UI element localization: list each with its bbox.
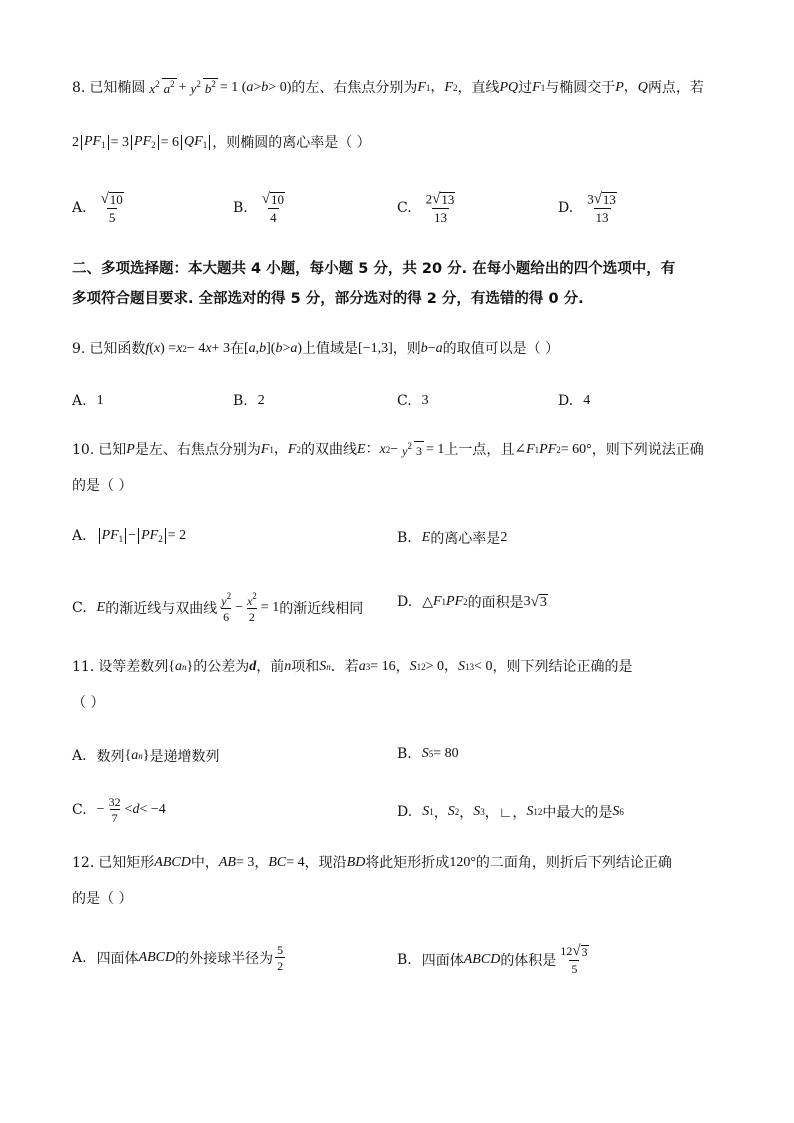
- q8-text: 与椭圆交于: [545, 80, 616, 96]
- q11-text: ，则下列结论正确的是: [492, 659, 633, 675]
- fraction: √ 10 5: [100, 191, 123, 226]
- q8-number: 8.: [72, 80, 86, 96]
- q9-text: ，则: [392, 341, 421, 357]
- option-text: 的渐近线相同: [279, 600, 364, 617]
- q10-option-d[interactable]: D. △ F 1 PF 2 的面积是 3 √ 3: [397, 594, 547, 611]
- option-value: 1: [96, 393, 104, 408]
- option-text: 的面积是: [467, 595, 524, 611]
- option-letter: A.: [72, 393, 87, 409]
- option-letter: A.: [72, 528, 87, 544]
- section-heading-line2: 多项符合题目要求. 全部选对的得 5 分，部分选对的得 2 分，有选错的得 0 分.: [72, 291, 584, 307]
- fraction: $y^2$ $b^2$: [190, 79, 216, 96]
- q11-option-d[interactable]: D. S 1 ， S 2 ， S 3 ，∟， S 12 中最大的是 S 6: [397, 804, 624, 821]
- q8-text: 两点，若: [647, 80, 704, 96]
- option-letter: A.: [72, 748, 87, 764]
- q12-text: 的二面角，则折后下列结论正确: [475, 855, 672, 871]
- option-value: 2: [500, 530, 508, 545]
- q12-line2: 的是（ ）: [72, 891, 133, 907]
- coefficient: 2: [425, 191, 433, 207]
- q8-text: ，直线: [457, 80, 500, 96]
- q11-text: 的公差为: [193, 659, 250, 675]
- fraction: 3 √ 13 13: [587, 191, 616, 226]
- q11-text: 设等差数列: [98, 659, 169, 675]
- q8-option-d[interactable]: [558, 192, 621, 224]
- option-letter: D.: [397, 804, 413, 820]
- q9-option-c[interactable]: [397, 393, 429, 409]
- q9-number: 9.: [72, 341, 86, 357]
- radicand: 10: [270, 192, 284, 207]
- q12-text: 已知矩形: [98, 855, 155, 871]
- option-letter: D.: [558, 393, 574, 409]
- option-letter: C.: [397, 393, 412, 409]
- radicand: 13: [441, 192, 455, 207]
- option-letter: B.: [397, 951, 412, 968]
- q11-option-b[interactable]: B. S 5 = 80: [397, 746, 459, 762]
- q12-number: 12.: [72, 855, 95, 871]
- q12-text: 将此矩形折成: [365, 855, 450, 871]
- q8-option-b[interactable]: [233, 192, 289, 224]
- denominator: 4: [270, 210, 277, 226]
- q8-text: ，则椭圆的离心率是（ ）: [212, 134, 371, 151]
- fraction: $\frac{5}{2}$: [277, 943, 284, 973]
- q11-number: 11.: [72, 659, 95, 675]
- option-letter: D.: [558, 200, 574, 217]
- q11-option-c[interactable]: C. − $\frac{32}{7}$ < d < −4: [72, 795, 166, 825]
- q12-text: ，现沿: [304, 855, 347, 871]
- q12-text: ，: [254, 855, 269, 871]
- q10-option-a[interactable]: A. $PF_1$ − $PF_2$ = 2: [72, 528, 187, 544]
- option-text: 四面体: [96, 951, 139, 967]
- q9-option-d[interactable]: [558, 393, 590, 409]
- option-text: 的离心率是: [430, 531, 501, 547]
- q8-line1: 8. 已知椭圆 $x^2$ $a^2$ + $y^2$ $b^2$ = 1 ( a > b > 0) 的左、右焦点分别为 F 1 ， F 2 ，直线 PQ 过 F 1 与椭圆交于 P ， Q 两点，若: [72, 79, 704, 96]
- q10-number: 10.: [72, 442, 95, 458]
- section-heading-line1: 二、多项选择题：本大题共 4 小题，每小题 5 分，共 20 分. 在每小题给出的四个选项中，有: [72, 261, 676, 277]
- q10-text: ，则下列说法正确: [591, 442, 704, 458]
- q10-line1: 10. 已知 P 是左、右焦点分别为 F 1 ， F 2 的双曲线 E ： x 2 − $y^2$ 3 = 1 上一点，且 ∠ F 1 PF 2 = 60° ，则下列说法正确: [72, 441, 704, 458]
- q11-text: ．若: [330, 659, 359, 675]
- fraction: $\frac{x^2}{2}$: [246, 591, 257, 624]
- q10-option-c[interactable]: C. E 的渐近线与双曲线 $\frac{y^2}{6}$ − $\frac{x^2}{2}$ = 1 的渐近线相同: [72, 591, 364, 624]
- q9-text: 的取值可以是（ ）: [442, 341, 560, 357]
- option-value: 4: [583, 393, 591, 408]
- fraction: 2 √ 13 13: [425, 191, 455, 226]
- q8-text: 过: [518, 80, 533, 96]
- option-letter: C.: [72, 802, 87, 818]
- q12-option-a[interactable]: A. 四面体 ABCD 的外接球半径为 $\frac{5}{2}$: [72, 943, 284, 973]
- option-letter: A.: [72, 200, 87, 217]
- fraction: $y^2$ 3: [402, 441, 422, 458]
- q12-text: 中，: [190, 855, 219, 871]
- q10-text: 上一点，且: [444, 442, 515, 458]
- fraction: √ 10 4: [261, 191, 284, 226]
- option-text: 四面体: [421, 952, 464, 969]
- option-value: 3: [421, 393, 429, 408]
- radicand: 13: [602, 192, 616, 207]
- option-letter: C.: [72, 599, 87, 616]
- option-letter: B.: [397, 530, 412, 546]
- option-text: 的外接球半径为: [175, 951, 274, 967]
- q10-text: 是左、右焦点分别为: [134, 442, 261, 458]
- fraction: $\frac{y^2}{6}$: [221, 591, 232, 624]
- q9-text: 已知函数: [89, 341, 146, 357]
- option-text: 数列: [96, 749, 125, 765]
- option-letter: B.: [233, 393, 248, 409]
- fraction: $x^2$ $a^2$: [149, 79, 175, 96]
- q12-option-b[interactable]: B. 四面体 ABCD 的体积是 12 √ 3 5: [397, 944, 593, 975]
- q10-option-b[interactable]: B. E 的离心率是 2: [397, 530, 508, 547]
- q8-line2: 2 $PF_1$ = 3 $PF_2$ = 6 $QF_1$ ，则椭圆的离心率是（ ）: [72, 134, 371, 151]
- option-text: 的渐近线与双曲线: [105, 600, 218, 617]
- option-letter: B.: [397, 746, 412, 762]
- fraction: 12 √ 3 5: [560, 943, 588, 976]
- coefficient: 3: [587, 191, 594, 207]
- denominator: 13: [434, 210, 448, 226]
- option-letter: D.: [397, 594, 413, 610]
- q11-text: ，前: [256, 659, 285, 675]
- q8-option-c[interactable]: [397, 192, 459, 224]
- q9-text: 上值域是: [302, 341, 359, 357]
- option-letter: A.: [72, 950, 87, 966]
- fraction: $\frac{32}{7}$: [108, 795, 121, 825]
- q8-option-a[interactable]: [72, 192, 128, 224]
- q9-option-a[interactable]: [72, 393, 104, 409]
- denominator: 13: [595, 210, 609, 226]
- radicand: 10: [109, 192, 123, 207]
- option-text: 中最大的是: [542, 805, 613, 821]
- option-text: 的体积是: [500, 952, 557, 969]
- option-value: 2: [257, 393, 265, 408]
- q9-text: 在: [229, 341, 244, 357]
- option-text: 是递增数列: [149, 749, 220, 765]
- q11-option-a[interactable]: A. 数列 { a n } 是递增数列: [72, 748, 220, 765]
- option-letter: B.: [233, 200, 248, 217]
- q8-text: 已知椭圆: [89, 80, 146, 96]
- q10-text: 的双曲线: [300, 442, 357, 458]
- q11-text: ，: [395, 659, 410, 675]
- q11-text: 项和: [291, 659, 320, 675]
- q9-line1: 9. 已知函数 f ( x ) = x 2 − 4 x + 3 在 [ a , b ]( b > a ) 上值域是 [−1,3] ，则 b − a 的取值可以是（ ）: [72, 341, 560, 357]
- q8-text: 的左、右焦点分别为: [291, 80, 418, 96]
- option-letter: C.: [397, 200, 412, 217]
- denominator: 5: [108, 210, 116, 226]
- q12-line1: 12. 已知矩形 ABCD 中， AB = 3 ， BC = 4 ，现沿 BD 将此矩形折成 120° 的二面角，则折后下列结论正确: [72, 855, 672, 871]
- q9-option-b[interactable]: [233, 393, 265, 409]
- q10-text: 已知: [98, 442, 127, 458]
- q11-line1: 11. 设等差数列 { a n } 的公差为 d ，前 n 项和 S n ．若 a 3 = 16 ， S 12 > 0， S 13 < 0 ，则下列结论正确的是: [72, 659, 633, 675]
- q10-line2: 的是（ ）: [72, 478, 133, 494]
- q11-line2: （ ）: [72, 695, 105, 711]
